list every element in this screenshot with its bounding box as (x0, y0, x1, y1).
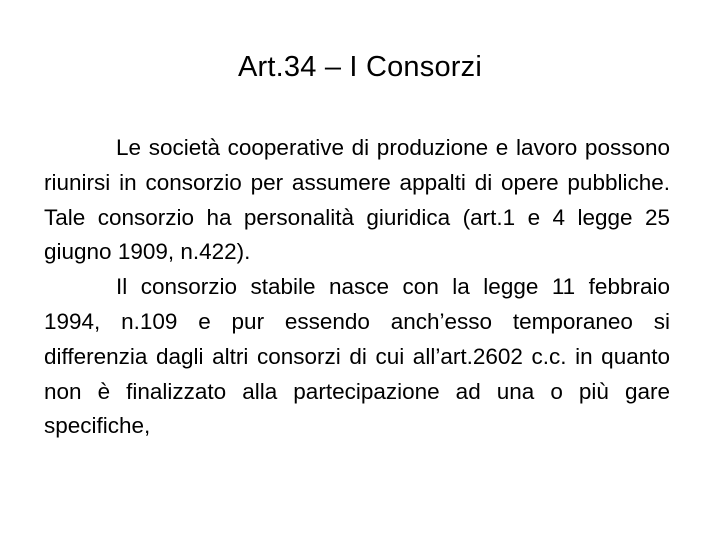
paragraph-cooperative-societies: Le società cooperative di produzione e lavoro possono riunirsi in consorzio per assumere appalti di opere pubbliche. Tale consorzio ha personalità giuridica (art.1 e 4 legge 25 giugno 1909, n.422). (44, 135, 670, 265)
slide-body (44, 131, 670, 444)
paragraph-stable-consortium: Il consorzio stabile nasce con la legge 11 febbraio 1994, n.109 e pur essendo anch’esso temporaneo si differenzia dagli altri consorzi di cui all’art.2602 c.c. in quanto non è finalizzato alla partecipazione ad una o più gare specifiche, (44, 274, 670, 439)
slide-title: Art.34 – I Consorzi (238, 51, 482, 83)
